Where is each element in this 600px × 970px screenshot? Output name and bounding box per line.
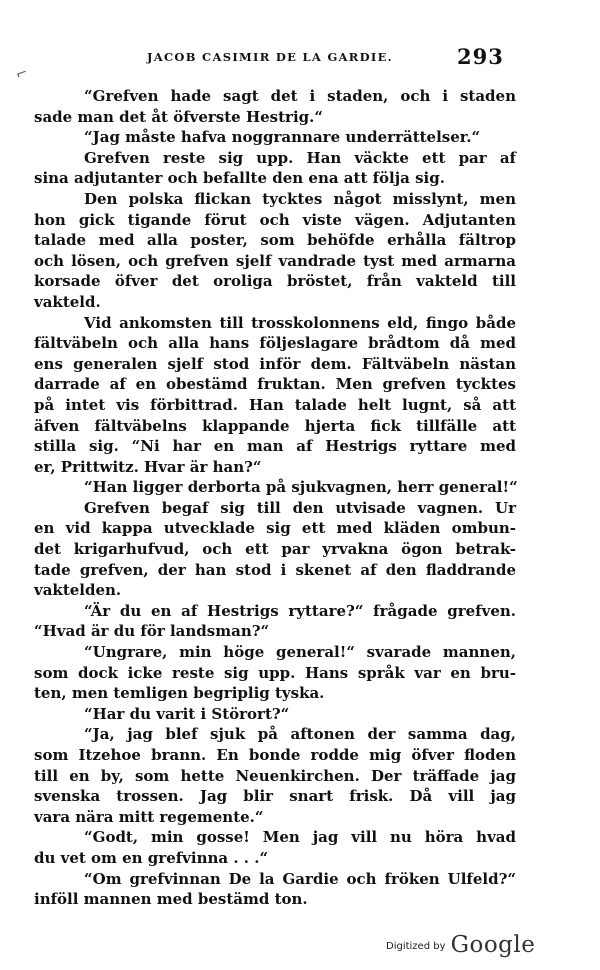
text-line: “Ja, jag blef sjuk på aftonen der samma dag, [84,725,516,744]
text-line: till en by, som hette Neuenkirchen. Der träffade jag [34,766,516,785]
text-line: Grefven reste sig upp. Han väckte ett par af [84,148,516,167]
text-line: vaktelden. [34,581,122,600]
text-line: “Har du varit i Störort?“ [84,704,290,723]
text-line: “Grefven hade sagt det i staden, och i staden [84,87,516,105]
page-header [0,44,600,74]
text-line: inföll mannen med bestämd ton. [34,890,308,909]
text-line: en vid kappa utvecklade sig ett med kläden ombun- [34,519,516,538]
text-line: som dock icke reste sig upp. Hans språk var en bru- [34,663,516,682]
text-line: stilla sig. “Ni har en man af Hestrigs ryttare med [34,437,516,456]
text-line: hon gick tigande förut och viste vägen. Adjutanten [34,210,516,229]
text-line: talade med alla poster, som behöfde erhålla fältrop [34,231,516,250]
text-line: på intet vis förbittrad. Han talade helt lugnt, så att [34,395,516,414]
text-line: “Han ligger derborta på sjukvagnen, herr general!“ [84,478,518,497]
digitized-footer [386,932,535,958]
text-line: Den polska flickan tycktes något misslynt, men [84,189,516,208]
text-line: “Är du en af Hestrigs ryttare?“ frågade grefven. [84,601,516,620]
text-line: korsade öfver det oroliga bröstet, från vakteld till [34,272,516,291]
text-line: svenska trossen. Jag blir snart frisk. Då vill jag [34,787,516,806]
text-line: “Jag måste hafva noggrannare underrättelser.“ [84,128,481,147]
text-line: vakteld. [34,292,101,311]
body-text [34,86,516,910]
page-number: 293 [457,44,504,69]
text-line: du vet om en grefvinna . . .“ [34,848,269,867]
text-line: ens generalen sjelf stod inför dem. Fältväbeln nästan [34,354,516,373]
text-line: som Itzehoe brann. En bonde rodde mig öfver floden [34,746,516,764]
text-line: sina adjutanter och befallte den ena att följa sig. [34,169,445,188]
margin-mark: ⌐ [13,64,31,84]
text-line: det krigarhufvud, och ett par yrvakna ögon betrak- [34,540,516,559]
text-line: “Hvad är du för landsman?“ [34,622,270,641]
digitized-by-label: Digitized by [386,941,446,952]
text-line: darrade af en obestämd fruktan. Men grefven tycktes [34,375,516,394]
google-logo-text: Google [450,932,536,958]
text-line: äfven fältväbelns klappande hjerta fick tillfälle att [34,416,516,435]
text-line: “Ungrare, min höge general!“ svarade mannen, [84,643,516,662]
running-head: JACOB CASIMIR DE LA GARDIE. [147,50,393,64]
text-line: Vid ankomsten till trosskolonnens eld, fingo både [84,313,516,332]
text-line: “Godt, min gosse! Men jag vill nu höra hvad [84,828,516,847]
text-line: “Om grefvinnan De la Gardie och fröken Ulfeld?“ [84,869,516,888]
text-line: sade man det åt öfverste Hestrig.“ [34,107,323,126]
text-line: och lösen, och grefven sjelf vandrade tyst med armarna [34,251,516,270]
text-line: vara nära mitt regemente.“ [34,807,264,826]
text-line: tade grefven, der han stod i skenet af den fladdrande [34,560,516,579]
text-line: fältväbeln och alla hans följeslagare brådtom då med [34,334,516,353]
text-line: ten, men temligen begriplig tyska. [34,684,325,703]
text-line: er, Prittwitz. Hvar är han?“ [34,457,262,476]
text-line: Grefven begaf sig till den utvisade vagnen. Ur [84,498,516,517]
